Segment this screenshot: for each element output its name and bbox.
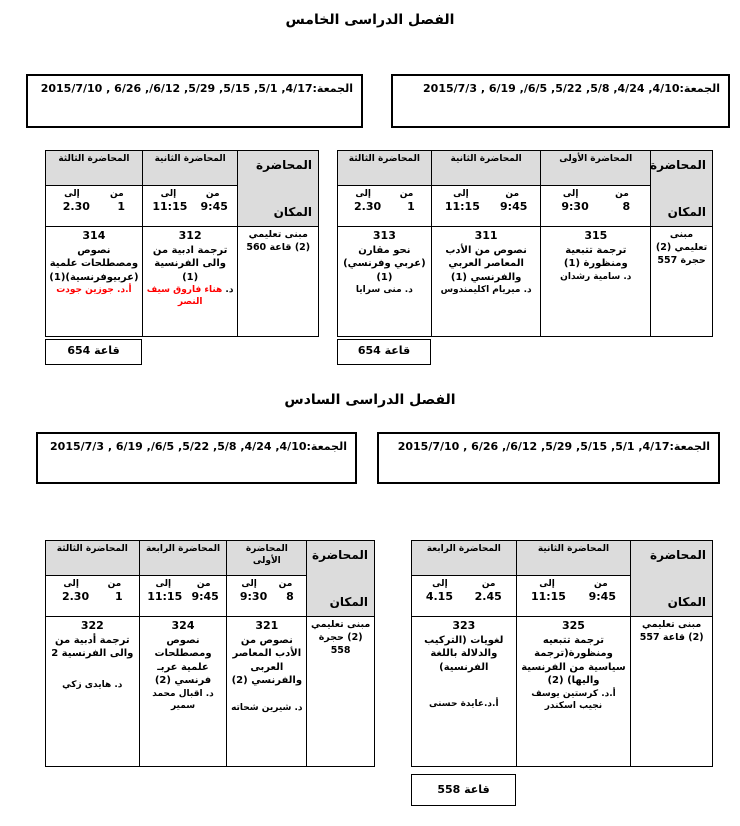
time-cell: إلى من 11:15 9:45 (142, 186, 238, 227)
header-cell: المحاضرة الرابعة (139, 541, 227, 576)
sem5-dates-right: الجمعة:4/10, 4/24, 5/8, 5/22, 6/5/, 6/19 , 2015/7/3 (391, 74, 730, 128)
time-cell: إلى من 9:30 8 (541, 186, 651, 227)
place-cell: مبنى تعليمي (2) قاعة 560 (238, 227, 319, 337)
sem5-title: الفصل الدراسى الخامس (285, 12, 455, 28)
course-cell: 323 لغويات (التركيب والدلالة باللغة الفرنسية) أ.د.عايدة حسنى (412, 617, 517, 767)
header-cell: المحاضرة الأولى (541, 151, 651, 186)
course-cell: 322 ترجمة أدبية من والى الفرنسية 2 د. هايدى زكي (46, 617, 140, 767)
course-cell: 315 ترجمة تتبعية ومنظورة (1) د. سامية رشدان (541, 227, 651, 337)
time-cell: إلى من 11:15 9:45 (516, 576, 631, 617)
time-cell: إلى من 2.30 1 (46, 576, 140, 617)
side-header-bottom: المكان (273, 204, 312, 219)
side-header: المحاضرة المكان (631, 541, 713, 617)
header-cell: المحاضرة الثانية (431, 151, 541, 186)
header-cell: المحاضرة الأولى (227, 541, 307, 576)
sem6-left-table (45, 540, 375, 767)
time-cell: إلى من 2.30 1 (46, 186, 143, 227)
side-header: المحاضرة المكان (307, 541, 375, 617)
sem5-dates-left: الجمعة:4/17, 5/1, 5/15, 5/29, 6/12/, 6/26 , 2015/7/10 (26, 74, 363, 128)
sem6-dates-right: الجمعة:4/17, 5/1, 5/15, 5/29, 6/12/, 6/26 , 2015/7/10 (377, 432, 720, 484)
hall-label: قاعة 654 (337, 339, 431, 365)
header-cell: المحاضرة الثالثة (46, 151, 143, 186)
course-cell: 325 ترجمة تتبعيه ومنظورة(ترجمة سياسية من الفرنسية واليها) (2) أ.د. كرستين يوسف نجيب اسكندر (516, 617, 631, 767)
place-cell: مبنى تعليمي (2) حجرة 558 (307, 617, 375, 767)
side-header-top: المحاضرة (256, 158, 312, 172)
time-cell: إلى من 2.30 1 (338, 186, 432, 227)
time-cell: إلى من 11:15 9:45 (139, 576, 227, 617)
place-cell: مبنى تعليمي (2) حجرة 557 (651, 227, 713, 337)
time-cell: إلى من 9:30 8 (227, 576, 307, 617)
time-cell: إلى من 11:15 9:45 (431, 186, 541, 227)
place-cell: مبنى تعليمي (2) قاعة 557 (631, 617, 713, 767)
sem6-title: الفصل الدراسى السادس (284, 392, 456, 408)
course-cell: 313 نحو مقارن (عربي وفرنسي) (1) د. منى سرايا (338, 227, 432, 337)
course-cell: 314 نصوص ومصطلحات علمية (عربيوفرنسية)(1) أ.د. جوزين جودت (46, 227, 143, 337)
sem6-right-table (411, 540, 713, 767)
course-cell: 312 ترجمة ادبية من والى الفرنسية (1) د. هناء فاروق سيف النصر (142, 227, 238, 337)
hall-label: قاعة 654 (45, 339, 142, 365)
sem6-dates-left: الجمعة:4/10, 4/24, 5/8, 5/22, 6/5/, 6/19 , 2015/7/3 (36, 432, 357, 484)
time-cell: إلى من 4.15 2.45 (412, 576, 517, 617)
course-cell: 324 نصوص ومصطلحات علمية عربـ فرنسي (2) د. اقبال محمد سمير (139, 617, 227, 767)
sem5-left-table (45, 150, 319, 337)
course-cell: 321 نصوص من الأدب المعاصر العربى والفرنسي (2) د. شيرين شحاته (227, 617, 307, 767)
sem5-right-table (337, 150, 713, 337)
header-cell: المحاضرة الثانية (516, 541, 631, 576)
side-header: المحاضرة المكان (651, 151, 713, 227)
header-cell: المحاضرة الثالثة (46, 541, 140, 576)
hall-label: قاعة 558 (411, 774, 516, 806)
header-cell: المحاضرة الثانية (142, 151, 238, 186)
course-cell: 311 نصوص من الأدب المعاصر العربي والفرنسي (1) د. ميريام اكليمندوس (431, 227, 541, 337)
header-cell: المحاضرة الرابعة (412, 541, 517, 576)
header-cell: المحاضرة الثالثة (338, 151, 432, 186)
side-header (238, 151, 319, 227)
